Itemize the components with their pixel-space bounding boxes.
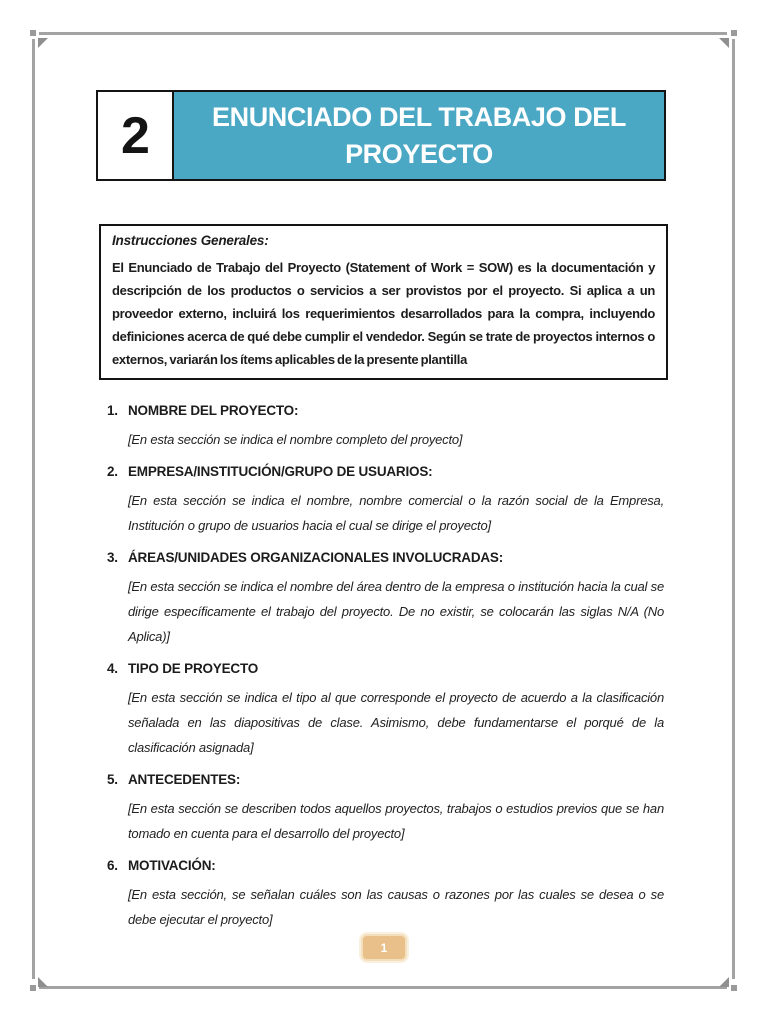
section-item-5 bbox=[107, 770, 664, 846]
section-number: 6. bbox=[107, 858, 118, 873]
section-item-2 bbox=[107, 462, 664, 538]
section-heading bbox=[107, 659, 664, 678]
chapter-title-line2: PROYECTO bbox=[345, 138, 493, 169]
border-corner-ornament bbox=[719, 977, 729, 987]
section-placeholder-text: [En esta sección se indica el nombre del área dentro de la empresa o institución hacia la cual se dirige específicamente el trabajo del proyecto. De no existir, se colocarán las siglas N/A (No Aplica)] bbox=[128, 579, 664, 644]
page-number-badge: 1 bbox=[361, 934, 407, 961]
section-number: 4. bbox=[107, 661, 118, 676]
chapter-header bbox=[96, 90, 666, 181]
sections-list bbox=[107, 401, 664, 942]
section-heading bbox=[107, 548, 664, 567]
border-line-top bbox=[39, 32, 727, 35]
section-number: 5. bbox=[107, 772, 118, 787]
border-corner-dot bbox=[731, 985, 737, 991]
border-line-bottom bbox=[39, 986, 727, 989]
section-item-6 bbox=[107, 856, 664, 932]
section-item-4 bbox=[107, 659, 664, 760]
section-number: 3. bbox=[107, 550, 118, 565]
section-heading bbox=[107, 856, 664, 875]
border-corner-dot bbox=[30, 30, 36, 36]
border-corner-ornament bbox=[38, 38, 48, 48]
border-line-right bbox=[732, 39, 735, 979]
border-corner-dot bbox=[30, 985, 36, 991]
section-number: 1. bbox=[107, 403, 118, 418]
chapter-title bbox=[174, 92, 664, 179]
section-heading bbox=[107, 401, 664, 420]
border-line-left bbox=[32, 39, 35, 979]
section-number: 2. bbox=[107, 464, 118, 479]
border-corner-ornament bbox=[38, 977, 48, 987]
section-title: ÁREAS/UNIDADES ORGANIZACIONALES INVOLUCRADAS: bbox=[128, 550, 504, 565]
instructions-box bbox=[99, 224, 668, 380]
section-heading bbox=[107, 770, 664, 789]
section-title: ANTECEDENTES: bbox=[128, 772, 241, 787]
chapter-title-line1: ENUNCIADO DEL TRABAJO DEL bbox=[211, 101, 627, 132]
chapter-number: 2 bbox=[98, 92, 174, 179]
section-placeholder-text: [En esta sección se indica el tipo al que corresponde el proyecto de acuerdo a la clasificación señalada en las diapositivas de clase. Asimismo, debe fundamentarse el porqué de la clasificación asignada] bbox=[128, 690, 664, 755]
section-placeholder-text: [En esta sección se indica el nombre completo del proyecto] bbox=[128, 432, 463, 447]
border-corner-dot bbox=[731, 30, 737, 36]
instructions-label: Instrucciones Generales: bbox=[112, 233, 269, 248]
section-placeholder-text: [En esta sección se describen todos aquellos proyectos, trabajos o estudios previos que se han tomado en cuenta para el desarrollo del proyecto] bbox=[128, 801, 664, 841]
section-title: NOMBRE DEL PROYECTO: bbox=[128, 403, 299, 418]
section-heading bbox=[107, 462, 664, 481]
section-title: EMPRESA/INSTITUCIÓN/GRUPO DE USUARIOS: bbox=[128, 464, 433, 479]
section-item-3 bbox=[107, 548, 664, 649]
section-placeholder-text: [En esta sección, se señalan cuáles son las causas o razones por las cuales se desea o se debe ejecutar el proyecto] bbox=[128, 887, 664, 927]
section-title: TIPO DE PROYECTO bbox=[128, 661, 259, 676]
border-corner-ornament bbox=[719, 38, 729, 48]
section-title: MOTIVACIÓN: bbox=[128, 858, 216, 873]
section-placeholder-text: [En esta sección se indica el nombre, nombre comercial o la razón social de la Empresa, Institución o grupo de usuarios hacia el cual se dirige el proyecto] bbox=[128, 493, 664, 533]
instructions-body: El Enunciado de Trabajo del Proyecto (Statement of Work = SOW) es la documentación y descripción de los productos o servicios a ser provistos por el proyecto. Si aplica a un proveedor externo, incluirá los requerimientos desarrollados para la compra, incluyendo definiciones acerca de qué debe cumplir el vendedor. Según se trate de proyectos internos o externos, variarán los ítems aplicables de la presente plantilla bbox=[112, 260, 655, 367]
section-item-1 bbox=[107, 401, 664, 452]
